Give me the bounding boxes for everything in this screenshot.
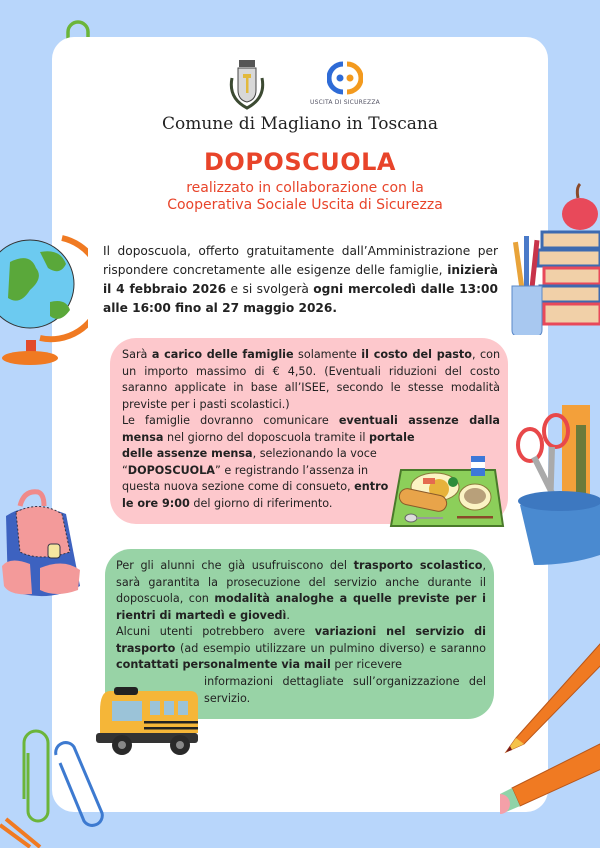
bold-text: variazioni nel servizio di trasporto bbox=[116, 625, 486, 655]
paperclips-icon bbox=[0, 725, 110, 848]
bold-text: il costo del pasto bbox=[361, 348, 472, 361]
bold-text: portale bbox=[369, 430, 415, 444]
bold-text: eventuali assenze dalla mensa bbox=[122, 414, 500, 444]
start-date: inizierà il 4 febbraio 2026 bbox=[103, 263, 498, 296]
municipal-crest-icon bbox=[226, 58, 268, 110]
text: Sarà bbox=[122, 348, 152, 361]
intro-text: Il doposcuola, offerto gratuitamente dall’Amministrazione per rispondere concretamente alle esigenze delle famiglie, bbox=[103, 244, 498, 277]
text: (ad esempio utilizzare un pulmino diverso) e saranno bbox=[175, 641, 486, 655]
backpack-icon bbox=[0, 486, 84, 606]
subtitle-line-1: realizzato in collaborazione con la bbox=[186, 180, 424, 196]
text: , selezionando la voce “ bbox=[122, 447, 377, 477]
text: Per gli alunni che già usufruiscono del bbox=[116, 559, 354, 572]
text: Alcuni utenti potrebbero avere bbox=[116, 625, 315, 638]
partner-logo bbox=[300, 61, 390, 111]
globe-icon bbox=[0, 232, 88, 372]
meal-tray-icon bbox=[387, 452, 505, 532]
partner-label: USCITA DI SICUREZZA bbox=[310, 99, 380, 106]
scissors-pencil-cup-icon bbox=[510, 395, 600, 575]
schedule: ogni mercoledì dalle 13:00 alle 16:00 fino al 27 maggio 2026. bbox=[103, 282, 498, 315]
intro-text: e si svolgerà bbox=[226, 282, 314, 296]
text: , sarà garantita la prosecuzione del servizio anche durante il doposcuola, con bbox=[116, 559, 486, 605]
books-apple-icon bbox=[508, 180, 600, 335]
subtitle bbox=[100, 180, 510, 214]
deadline: entro le ore 9:00 bbox=[122, 480, 389, 510]
subtitle-line-2: Cooperativa Sociale Uscita di Sicurezza bbox=[167, 197, 443, 213]
bold-text: trasporto scolastico bbox=[353, 559, 483, 572]
bold-text: a carico delle famiglie bbox=[151, 348, 294, 361]
text: , con un importo massimo di € 4,50. (Eventuali riduzioni del costo saranno applicate in base all’ISEE, secondo le stesse modalità previste per i pasti scolastici.) bbox=[122, 348, 501, 411]
intro-paragraph bbox=[103, 242, 498, 318]
meal-absence-paragraph bbox=[122, 413, 500, 446]
meal-cost-paragraph bbox=[122, 347, 500, 413]
text: solamente bbox=[293, 348, 362, 361]
bold-text: DOPOSCUOLA bbox=[127, 463, 215, 477]
bold-text: delle assenze mensa bbox=[122, 447, 253, 460]
page-title: DOPOSCUOLA bbox=[204, 148, 396, 176]
text: per ricevere bbox=[330, 658, 402, 671]
text: Le famiglie dovranno comunicare bbox=[122, 414, 339, 427]
text: nel giorno del doposcuola tramite il bbox=[163, 430, 369, 444]
comune-name: Comune di Magliano in Toscana bbox=[162, 114, 438, 134]
bold-text: contattati personalmente via mail bbox=[116, 658, 331, 671]
text: . bbox=[286, 608, 290, 622]
text: ” e registrando l’assenza in questa nuova sezione come di consueto, bbox=[122, 463, 369, 493]
text: del giorno di riferimento. bbox=[189, 496, 333, 510]
header-logos bbox=[0, 58, 600, 113]
transport-variation-paragraph bbox=[116, 624, 486, 674]
transport-paragraph bbox=[116, 558, 486, 624]
uscita-di-sicurezza-logo bbox=[327, 61, 363, 95]
transport-variation-paragraph-cont: informazioni dettagliate sull’organizzazione del servizio. bbox=[204, 675, 486, 705]
meal-absence-paragraph-cont bbox=[122, 446, 392, 512]
bold-text: modalità analoghe a quelle previste per i rientri di martedì e giovedì bbox=[116, 592, 486, 622]
pencils-icon bbox=[500, 640, 600, 830]
